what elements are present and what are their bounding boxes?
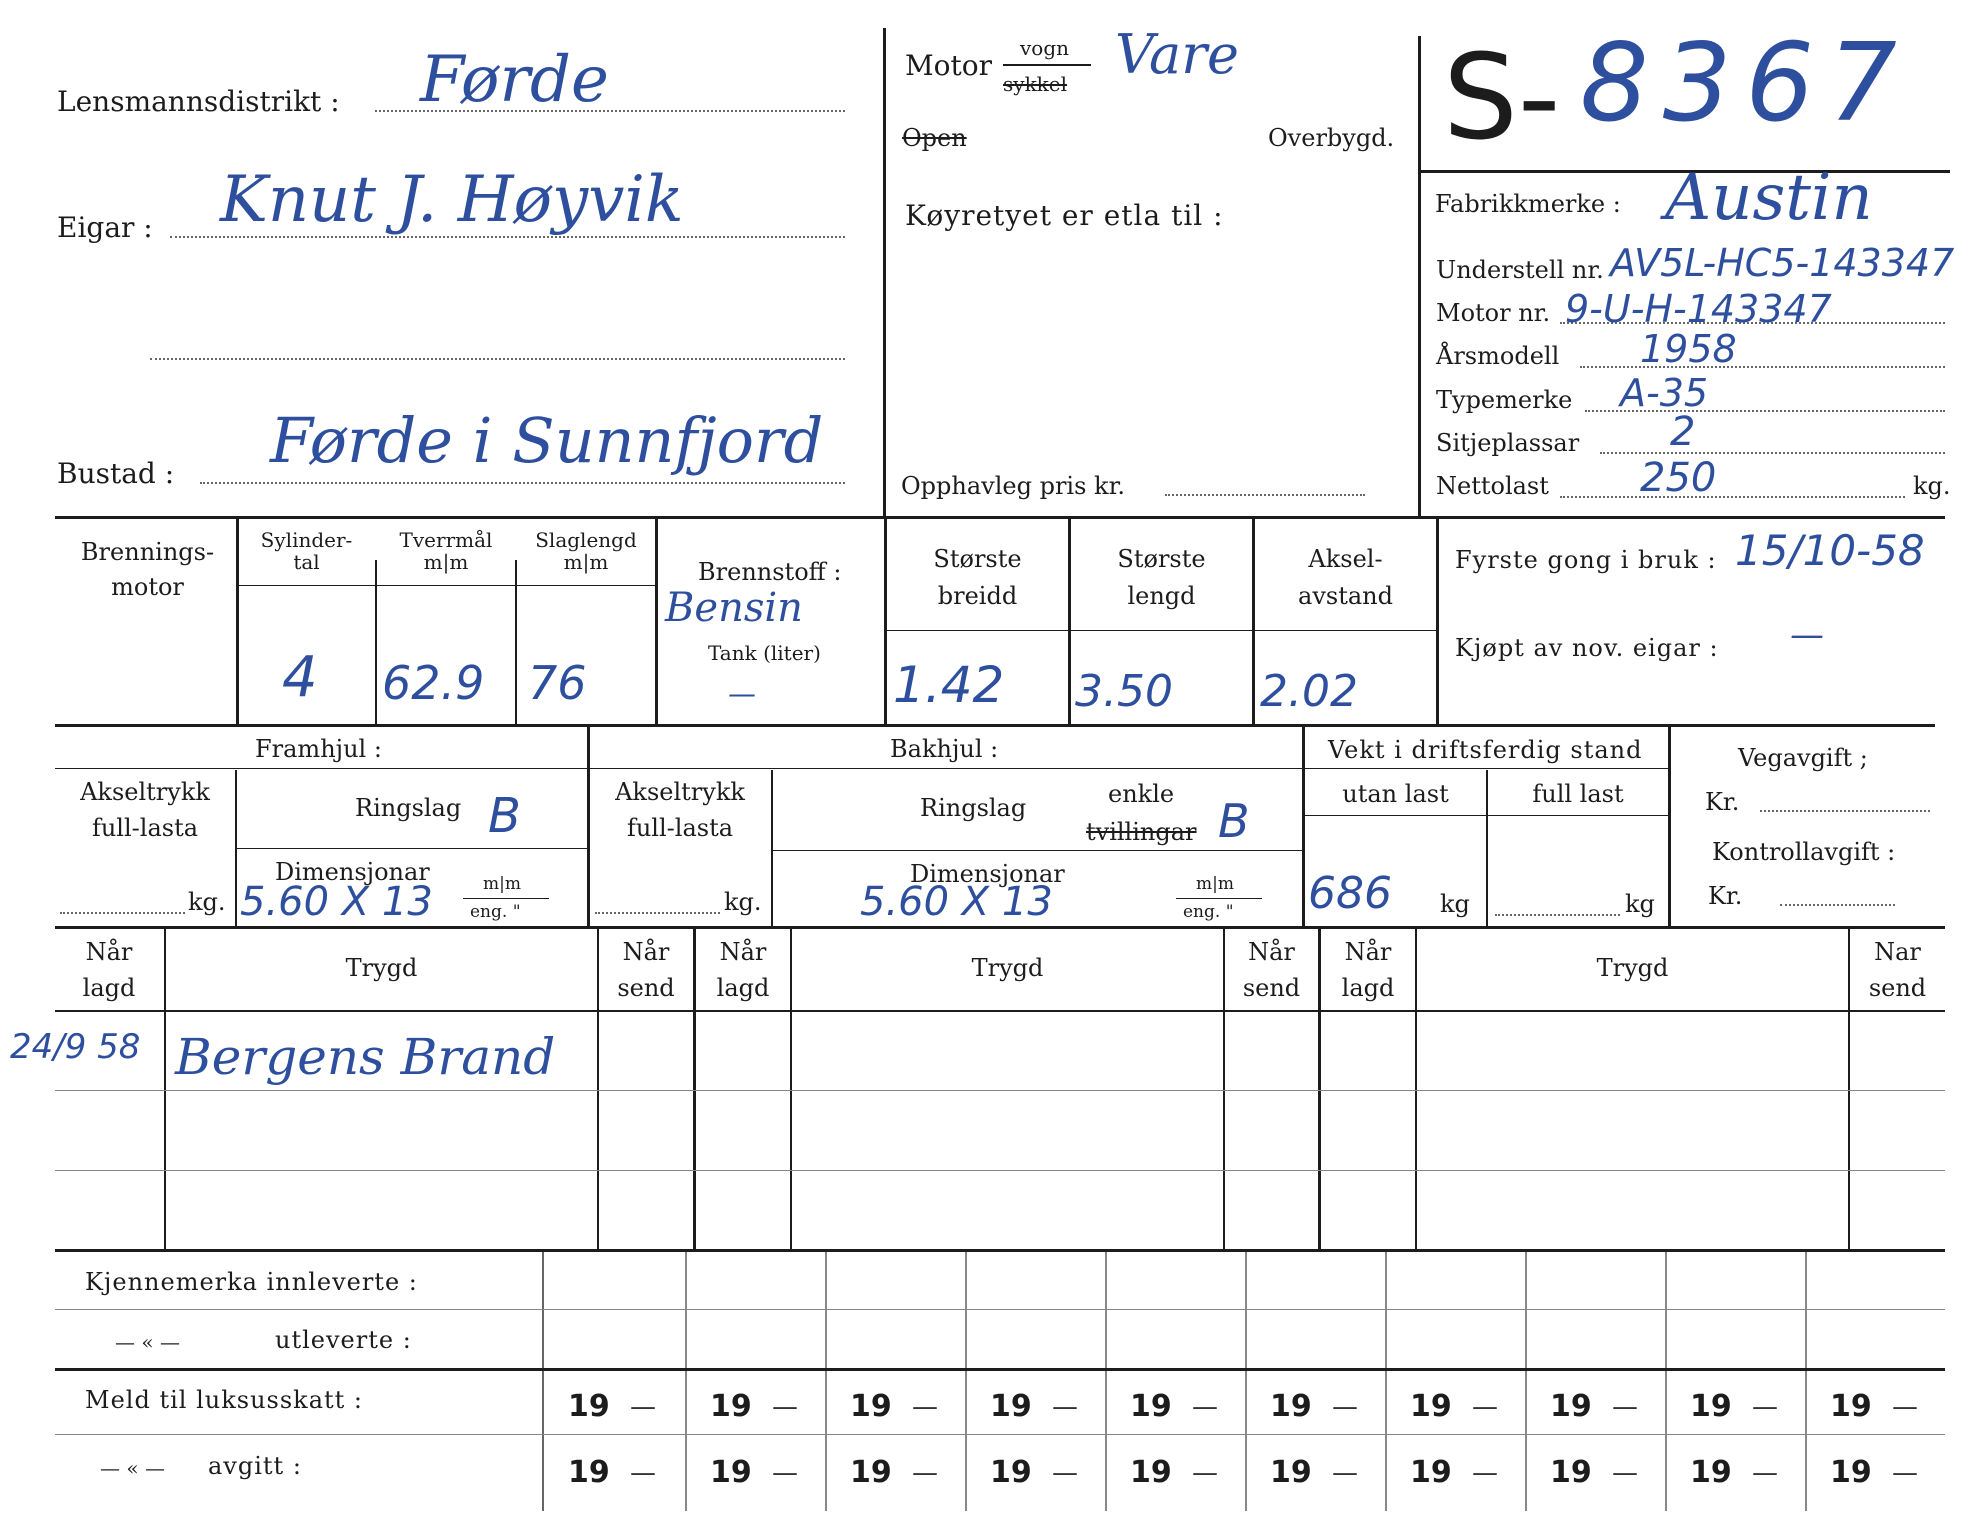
bakhjul-label: Bakhjul : [890,735,999,763]
sylindertal-value[interactable]: 4 [282,645,318,710]
tank-value[interactable]: — [728,677,756,710]
ringslag-rear-value[interactable]: B [1218,794,1250,848]
lux-mid [55,1434,1945,1435]
enkle-label: enkle [1108,780,1175,808]
nar-lagd-2-l1: Når [719,938,767,966]
lengd-value[interactable]: 3.50 [1075,666,1173,717]
arsmodell-line [1580,366,1945,368]
year-prefix-avgitt-1: 19 [568,1455,610,1490]
mm-front-fraction [463,898,549,899]
lux-v5 [1105,1371,1107,1511]
akseltrykk-rear-l1: Akseltrykk [615,778,745,806]
akseltrykk-rear-kg: kg. [724,888,762,916]
lensmannsdistrikt-label: Lensmannsdistrikt : [57,85,340,118]
nettolast-kg: kg. [1913,472,1951,500]
year-blank-avgitt-9[interactable]: — [1752,1458,1778,1488]
brenningsmotor-l2: motor [111,573,184,601]
trygd-2-label: Trygd [971,954,1044,982]
nar-lagd-1-l1: Når [85,938,133,966]
full-last-line [1495,914,1620,916]
full-last-kg: kg [1625,890,1655,918]
tank-label: Tank (liter) [708,641,821,665]
motor-nr-value[interactable]: 9-U-H-143347 [1565,287,1832,331]
year-blank-meld-5[interactable]: — [1192,1392,1218,1422]
year-prefix-meld-3: 19 [850,1389,892,1424]
motor-nr-label: Motor nr. [1436,299,1551,327]
utan-last-kg: kg [1440,890,1470,918]
fabrikkmerke-label: Fabrikkmerke : [1435,190,1621,218]
year-blank-avgitt-8[interactable]: — [1612,1458,1638,1488]
brenningsmotor-l1: Brennings- [80,538,215,566]
year-prefix-meld-7: 19 [1410,1389,1452,1424]
nar-lagd-1-l2: lagd [82,974,136,1002]
year-blank-avgitt-5[interactable]: — [1192,1458,1218,1488]
lux-v2 [685,1371,687,1511]
wheels-v3 [1668,727,1671,926]
plates-v8 [1525,1252,1527,1368]
ins-row-line-2 [55,1170,1945,1171]
understell-value[interactable]: AV5L-HC5-143347 [1610,241,1955,285]
vogn-fraction-line [1003,64,1091,66]
year-blank-meld-9[interactable]: — [1752,1392,1778,1422]
dimensjonar-rear-label: Dimensjonar [910,860,1065,888]
year-prefix-avgitt-3: 19 [850,1455,892,1490]
year-prefix-avgitt-9: 19 [1690,1455,1732,1490]
kjopt-label: Kjøpt av nov. eigar : [1455,634,1719,662]
kontrollavgift-line [1780,904,1895,906]
breidd-l1: Største [933,545,1022,573]
kontrollavgift-kr: Kr. [1708,882,1743,910]
wheels-rear-mid [773,850,1302,851]
plates-v10 [1805,1252,1807,1368]
etla-label: Køyretyet er etla til : [905,199,1224,232]
ringslag-front-value[interactable]: B [488,788,521,844]
lux-v4 [965,1371,967,1511]
avgitt-prefix: — « — [100,1456,165,1480]
year-prefix-avgitt-8: 19 [1550,1455,1592,1490]
year-blank-avgitt-6[interactable]: — [1332,1458,1358,1488]
utan-last-value[interactable]: 686 [1308,868,1392,919]
fyrste-label: Fyrste gong i bruk : [1455,546,1717,574]
akseltrykk-front-l1: Akseltrykk [80,778,210,806]
aksel-l1: Aksel- [1308,545,1383,573]
nettolast-value[interactable]: 250 [1640,455,1717,501]
nar-send-2-l1: Når [1248,938,1295,966]
akseltrykk-front-l2: full-lasta [91,814,199,842]
nettolast-label: Nettolast [1436,472,1549,500]
motor-label: Motor [905,49,993,82]
plates-v1 [542,1252,544,1368]
utleverte-label: utleverte : [275,1326,412,1354]
year-blank-meld-4[interactable]: — [1052,1392,1078,1422]
nar-send-1-l2: send [617,974,675,1002]
year-prefix-meld-1: 19 [568,1389,610,1424]
year-prefix-meld-8: 19 [1550,1389,1592,1424]
plates-v5 [1105,1252,1107,1368]
vegavgift-label: Vegavgift ; [1738,744,1868,772]
aksel-l2: avstand [1298,582,1393,610]
ringslag-rear-label: Ringslag [920,794,1027,822]
year-blank-meld-6[interactable]: — [1332,1392,1358,1422]
lux-v9 [1665,1371,1667,1511]
lux-v7 [1385,1371,1387,1511]
year-blank-avgitt-3[interactable]: — [912,1458,938,1488]
vegavgift-line [1760,810,1930,812]
wheels-weight-mid [1305,815,1668,816]
kontrollavgift-label: Kontrollavgift : [1712,838,1896,866]
engine-sub-line [238,585,655,586]
akseltrykk-front-kg: kg. [188,888,226,916]
lux-v10 [1805,1371,1807,1511]
typemerke-value[interactable]: A-35 [1620,371,1709,415]
nar-send-3-l2: send [1868,974,1927,1002]
vekt-label: Vekt i driftsferdig stand [1328,736,1643,764]
engine-row-bottom [55,724,1935,727]
nar-send-3-l1: Nar [1874,938,1921,966]
plates-v7 [1385,1252,1387,1368]
ins-row1-trygd[interactable]: Bergens Brand [175,1028,556,1086]
year-prefix-meld-9: 19 [1690,1389,1732,1424]
slaglengd-l2: m|m [563,550,609,574]
sylindertal-l1: Sylinder- [260,528,353,552]
open-label: Open [902,124,967,152]
wheels-front-mid [237,848,587,849]
tverrmal-value[interactable]: 62.9 [382,656,485,710]
year-prefix-avgitt-10: 19 [1830,1455,1872,1490]
year-prefix-meld-5: 19 [1130,1389,1172,1424]
avgitt-label: avgitt : [208,1452,302,1480]
year-prefix-meld-10: 19 [1830,1389,1872,1424]
slaglengd-value[interactable]: 76 [528,656,587,710]
bustad-label: Bustad : [57,457,175,490]
nettolast-line [1560,496,1905,498]
trygd-3-label: Trygd [1596,954,1669,982]
bustad-line [200,482,845,484]
wheels-weight-sub [1305,768,1668,769]
reg-number[interactable]: 8367 [1580,21,1911,146]
full-last-label: full last [1532,780,1624,808]
plates-v4 [965,1252,967,1368]
understell-label: Understell nr. [1436,256,1604,284]
year-prefix-meld-2: 19 [710,1389,752,1424]
bustad-value[interactable]: Førde i Sunnfjord [270,404,824,477]
sitjeplassar-line [1600,452,1945,454]
mm-front-label: m|m [483,874,521,894]
plates-v9 [1665,1252,1667,1368]
wheels-v-rear-inner [771,770,773,926]
year-prefix-avgitt-6: 19 [1270,1455,1312,1490]
lengd-l1: Største [1117,545,1206,573]
year-prefix-avgitt-7: 19 [1410,1455,1452,1490]
aksel-value[interactable]: 2.02 [1260,666,1358,717]
tverrmal-l2: m|m [423,550,469,574]
vogn-label: vogn [1020,36,1070,60]
opphavleg-pris-label: Opphavleg pris kr. [901,472,1126,500]
akseltrykk-rear-line [595,912,720,914]
eigar-label: Eigar : [57,211,153,244]
year-blank-avgitt-10[interactable]: — [1892,1458,1918,1488]
typemerke-label: Typemerke [1436,386,1573,414]
plates-v2 [685,1252,687,1368]
ins-header-bottom [55,1010,1945,1012]
year-prefix-meld-6: 19 [1270,1389,1312,1424]
akseltrykk-rear-l2: full-lasta [626,814,734,842]
year-blank-meld-3[interactable]: — [912,1392,938,1422]
wheels-front-sub [55,768,587,769]
nar-lagd-3-l2: lagd [1341,974,1395,1002]
year-blank-avgitt-7[interactable]: — [1472,1458,1498,1488]
year-blank-meld-2[interactable]: — [772,1392,798,1422]
overbygd-label: Overbygd. [1268,124,1395,152]
lux-v6 [1245,1371,1247,1511]
lensmannsdistrikt-value[interactable]: Førde [420,43,609,117]
kjopt-value[interactable]: — [1790,615,1824,655]
framhjul-label: Framhjul : [255,735,382,763]
mm-rear-fraction [1176,898,1262,899]
plates-mid [55,1309,1945,1310]
year-prefix-avgitt-2: 19 [710,1455,752,1490]
lux-v3 [825,1371,827,1511]
ins-row1-date[interactable]: 24/9 58 [10,1027,141,1067]
arsmodell-value[interactable]: 1958 [1640,327,1737,371]
year-blank-meld-10[interactable]: — [1892,1392,1918,1422]
wheels-row-bottom [55,926,1945,929]
year-prefix-avgitt-4: 19 [990,1455,1032,1490]
brennstoff-value[interactable]: Bensin [665,585,803,631]
dim-rear-value[interactable]: 5.60 X 13 [860,879,1053,925]
nar-send-1-l1: Når [622,938,670,966]
breidd-value[interactable]: 1.42 [893,656,1005,714]
engine-sub-line-2 [887,630,1436,631]
opphavleg-pris-line [1165,494,1365,496]
year-blank-avgitt-1[interactable]: — [630,1458,656,1488]
year-blank-meld-8[interactable]: — [1612,1392,1638,1422]
meld-label: Meld til luksusskatt : [85,1386,364,1414]
lengd-l2: lengd [1127,582,1196,610]
nar-send-2-l2: send [1242,974,1301,1002]
sitjeplassar-label: Sitjeplassar [1436,429,1580,457]
year-prefix-meld-4: 19 [990,1389,1032,1424]
brennstoff-label: Brennstoff : [698,558,842,586]
year-blank-avgitt-4[interactable]: — [1052,1458,1078,1488]
motor-value[interactable]: Vare [1115,23,1240,86]
fyrste-value[interactable]: 15/10-58 [1735,526,1925,575]
nar-lagd-2-l2: lagd [716,974,770,1002]
plates-v6 [1245,1252,1247,1368]
vegavgift-kr: Kr. [1705,788,1740,816]
eigar-value[interactable]: Knut J. Høyvik [220,163,684,237]
arsmodell-label: Årsmodell [1436,342,1560,370]
mm-rear-label: m|m [1196,874,1234,894]
tvillingar-label: tvillingar [1086,818,1197,846]
ins-row-line-1 [55,1090,1945,1091]
ringslag-front-label: Ringslag [355,794,462,822]
trygd-1-label: Trygd [345,954,418,982]
year-prefix-avgitt-5: 19 [1130,1455,1172,1490]
nar-lagd-3-l1: Når [1344,938,1392,966]
lux-v8 [1525,1371,1527,1511]
engine-v8 [1436,518,1439,724]
year-blank-meld-1[interactable]: — [630,1392,656,1422]
plates-v3 [825,1252,827,1368]
year-blank-avgitt-2[interactable]: — [772,1458,798,1488]
innleverte-label: Kjennemerka innleverte : [85,1268,418,1296]
sykkel-label: sykkel [1003,72,1068,96]
ins-bottom [55,1249,1945,1252]
engine-v4 [655,518,658,724]
top-vertical-divider [883,28,886,516]
top-right-vertical-divider [1418,36,1421,516]
wheels-v2 [1302,727,1305,926]
reg-prefix: S- [1443,28,1561,166]
fabrikkmerke-value[interactable]: Austin [1665,161,1873,235]
akseltrykk-front-line [60,912,185,914]
eigar-line-2 [150,358,845,360]
eng-rear-label: eng. " [1183,902,1234,922]
dim-front-value[interactable]: 5.60 X 13 [240,879,433,925]
tverrmal-l1: Tverrmål [399,528,493,552]
utan-last-label: utan last [1342,780,1449,808]
wheels-rear-sub [590,768,1302,769]
breidd-l2: breidd [937,582,1018,610]
sitjeplassar-value[interactable]: 2 [1670,409,1696,455]
lux-v1 [542,1371,544,1511]
sylindertal-l2: tal [293,550,320,574]
slaglengd-l1: Slaglengd [535,528,637,552]
plates-bottom [55,1368,1945,1371]
header-bottom-line [55,516,1945,519]
eng-front-label: eng. " [470,902,521,922]
dimensjonar-front-label: Dimensjonar [275,858,430,886]
utleverte-prefix: — « — [115,1330,180,1354]
year-blank-meld-7[interactable]: — [1472,1392,1498,1422]
